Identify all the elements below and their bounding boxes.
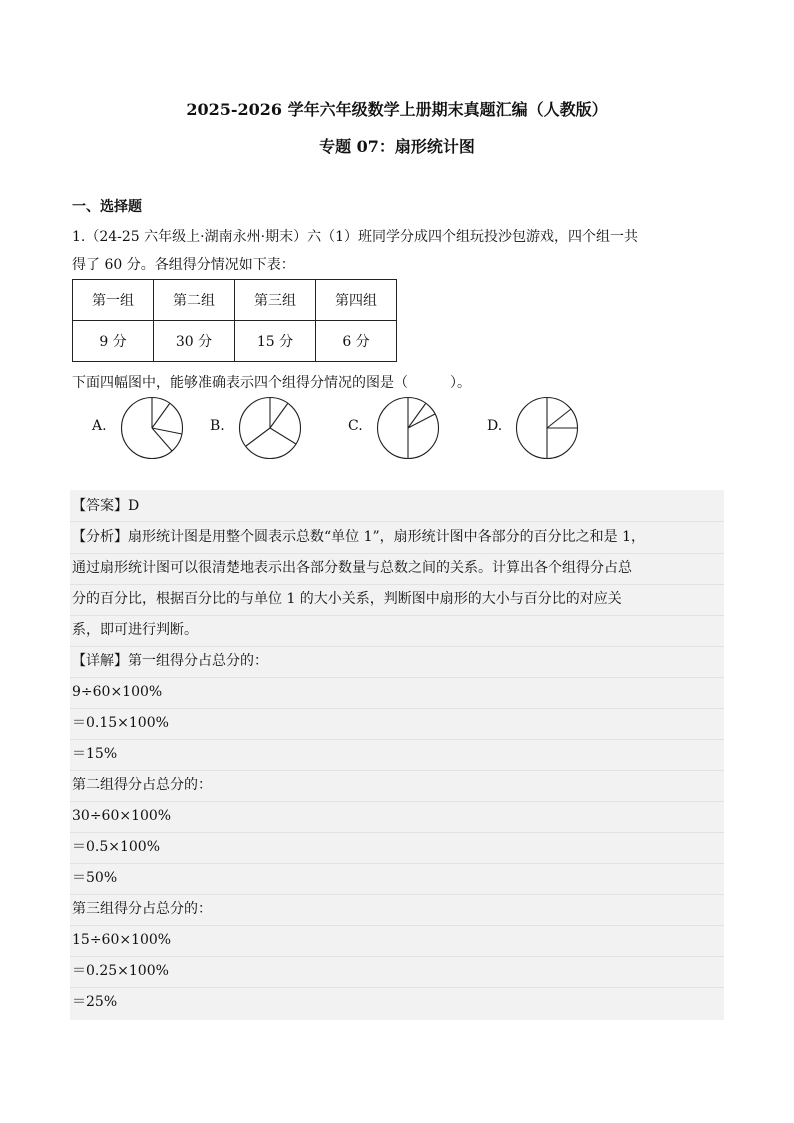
- table-cell: 15 分: [235, 321, 316, 362]
- pie-divider: [270, 403, 288, 428]
- option-label: D.: [487, 418, 503, 434]
- document-subtitle: 专题 07：扇形统计图: [319, 137, 475, 156]
- divider: [70, 863, 724, 864]
- table-cell: 30 分: [154, 321, 235, 362]
- table-cell: 6 分: [316, 321, 397, 362]
- pie-divider: [246, 428, 270, 446]
- calc-line: 9÷60×100%: [72, 684, 163, 700]
- pie-divider: [408, 414, 435, 428]
- pie-chart-option-a: [120, 396, 184, 460]
- calc-line: ＝15%: [72, 746, 118, 762]
- table-row: [73, 321, 397, 362]
- option-label: C.: [348, 418, 363, 434]
- calc-line: ＝0.15×100%: [72, 715, 169, 731]
- table-header-cell: 第二组: [154, 280, 235, 321]
- table-cell: 9 分: [73, 321, 154, 362]
- calc-line: ＝50%: [72, 870, 118, 886]
- question-prompt: 下面四幅图中，能够准确表示四个组得分情况的图是（ ）。: [72, 375, 471, 391]
- detail-line: 【详解】第一组得分占总分的：: [72, 653, 268, 669]
- divider: [70, 832, 724, 833]
- divider: [70, 584, 724, 585]
- divider: [70, 956, 724, 957]
- divider: [70, 987, 724, 988]
- pie-divider: [408, 403, 426, 428]
- calc-line: 30÷60×100%: [72, 808, 172, 824]
- option-label: B.: [210, 418, 225, 434]
- analysis-line: 通过扇形统计图可以很清楚地表示出各部分数量与总数之间的关系。计算出各个组得分占总: [72, 560, 632, 576]
- divider: [70, 925, 724, 926]
- table-header-cell: 第一组: [73, 280, 154, 321]
- divider: [70, 770, 724, 771]
- divider: [70, 677, 724, 678]
- table-header-cell: 第四组: [316, 280, 397, 321]
- table-header-cell: 第三组: [235, 280, 316, 321]
- analysis-line: 【分析】扇形统计图是用整个圆表示总数“单位 1”，扇形统计图中各部分的百分比之和是 1，: [72, 529, 646, 545]
- pie-chart-option-c: [376, 396, 440, 460]
- score-table: [72, 279, 397, 362]
- question-text-line-1: 1.（24-25 六年级上·湖南永州·期末）六（1）班同学分成四个组玩投沙包游戏，四个组一共: [72, 229, 638, 245]
- divider: [70, 894, 724, 895]
- table-header-row: [73, 280, 397, 321]
- analysis-line: 系，即可进行判断。: [72, 622, 198, 638]
- calc-line: ＝0.25×100%: [72, 963, 169, 979]
- divider: [70, 801, 724, 802]
- divider: [70, 521, 724, 522]
- pie-chart-option-d: [515, 396, 579, 460]
- detail-line: 第二组得分占总分的：: [72, 777, 212, 793]
- document-title: 2025-2026 学年六年级数学上册期末真题汇编（人教版）: [186, 100, 608, 119]
- option-label: A.: [92, 418, 107, 434]
- detail-line: 第三组得分占总分的：: [72, 901, 212, 917]
- divider: [70, 708, 724, 709]
- calc-line: ＝0.5×100%: [72, 839, 161, 855]
- section-heading: 一、选择题: [72, 199, 142, 215]
- divider: [70, 646, 724, 647]
- calc-line: ＝25%: [72, 994, 118, 1010]
- question-text-line-2: 得了 60 分。各组得分情况如下表：: [72, 257, 295, 273]
- pie-divider: [152, 403, 170, 428]
- pie-divider: [547, 409, 571, 428]
- divider: [70, 553, 724, 554]
- divider: [70, 615, 724, 616]
- pie-divider: [270, 428, 296, 444]
- divider: [70, 739, 724, 740]
- calc-line: 15÷60×100%: [72, 932, 172, 948]
- analysis-line: 分的百分比，根据百分比的与单位 1 的大小关系，判断图中扇形的大小与百分比的对应关: [72, 591, 622, 607]
- pie-chart-option-b: [238, 396, 302, 460]
- answer-line: 【答案】D: [72, 498, 140, 514]
